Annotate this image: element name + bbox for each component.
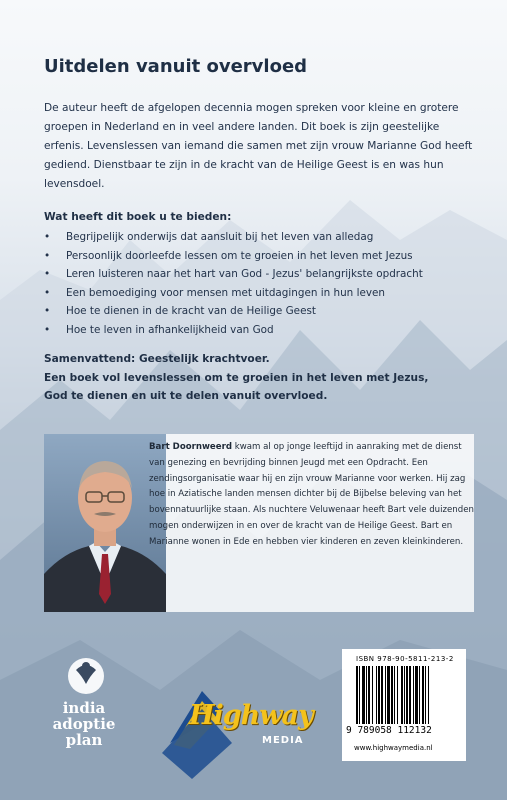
barcode-bar (356, 666, 358, 724)
page-title: Uitdelen vanuit overvloed (44, 56, 308, 77)
list-item: • Een bemoediging voor mensen met uitdagingen in hun leven (44, 284, 484, 303)
barcode-bar (404, 666, 405, 724)
list-item: • Begrijpelijk onderwijs dat aansluit bij het leven van alledag (44, 228, 484, 247)
barcode-bar (413, 666, 414, 724)
highway-logo-word: Highway (189, 700, 313, 731)
barcode-number: 9 789058 112132 (346, 725, 432, 736)
bullet-icon: • (44, 323, 51, 336)
barcode-bar (387, 666, 390, 724)
bullet-icon: • (44, 231, 51, 243)
website-url: www.highwaymedia.nl (354, 744, 433, 752)
barcode-bar (419, 666, 420, 724)
list-item: • Hoe te dienen in de kracht van de Heilige Geest (44, 302, 484, 321)
barcode-bar (409, 666, 411, 724)
author-name: Bart Doornweerd (149, 442, 232, 452)
isbn-text: ISBN 978-90-5811-213-2 (356, 655, 454, 663)
barcode-bar (381, 666, 383, 724)
author-portrait-image (44, 434, 166, 612)
bullet-icon: • (44, 305, 51, 317)
bullet-icon: • (44, 268, 51, 280)
barcode-bar (415, 666, 418, 724)
barcode-bar (376, 666, 377, 724)
author-photo (44, 434, 166, 612)
highway-logo-media: MEDIA (262, 735, 304, 746)
barcode-bar (362, 666, 365, 724)
barcode-bar (368, 666, 370, 724)
offer-heading: Wat heeft dit boek u te bieden: (44, 211, 232, 223)
list-item: • Persoonlijk doorleefde lessen om te groeien in het leven met Jezus (44, 247, 484, 266)
barcode-bar (406, 666, 408, 724)
highway-media-logo-icon (162, 683, 322, 783)
barcode-bar (385, 666, 386, 724)
author-bio-text: Bart Doornweerd kwam al op jonge leeftijd in aanraking met de dienst van genezing en bevrijding binnen Jeugd met een Opdracht. Een zendingsorganisatie waar hij en zijn vrouw Marianne voor werken. Hij zag hoe in Aziatische landen mensen dichter bij de Bijbelse beleving van het bovennatuurlijke staan. Als nuchtere Veluwenaar heeft Bart vele duizenden mogen onderwijzen in en over de kracht van de Heilige Geest. Bart en Marianne wonen in Ede en hebben vier kinderen en zeven kleinkinderen. (149, 442, 474, 547)
india-adoptie-plan-logo-text: india adoptie plan (52, 699, 116, 749)
bullet-icon: • (44, 249, 51, 262)
barcode-bar (397, 666, 398, 724)
barcode-bar (428, 666, 429, 724)
summary-block (44, 350, 484, 406)
summary-line: Samenvattend: Geestelijk krachtvoer. (44, 353, 270, 365)
offer-list (44, 228, 484, 339)
bullet-icon: • (44, 286, 51, 299)
barcode-bar (372, 666, 373, 724)
barcode-bar (391, 666, 393, 724)
barcode-bar (422, 666, 424, 724)
summary-line: God te dienen en uit te delen vanuit overvloed. (44, 390, 328, 402)
barcode-bar (359, 666, 360, 724)
barcode-bar (425, 666, 426, 724)
list-item: • Hoe te leven in afhankelijkheid van God (44, 321, 484, 340)
summary-line: Een boek vol levenslessen om te groeien in het leven met Jezus, (44, 371, 429, 384)
list-item: • Leren luisteren naar het hart van God - Jezus' belangrijkste opdracht (44, 265, 484, 284)
barcode-bar (366, 666, 367, 724)
intro-paragraph: De auteur heeft de afgelopen decennia mogen spreken voor kleine en grotere groepen in Nederland en in veel andere landen. Dit boek is zijn geestelijke erfenis. Levenslessen van iemand die samen met zijn vrouw Marianne God heeft gediend. Dienstbaar te zijn in de kracht van de Heilige Geest is en was hun levensdoel. (44, 102, 473, 190)
barcode-bar (378, 666, 380, 724)
barcode-icon (354, 666, 458, 724)
barcode-bar (394, 666, 395, 724)
barcode-bar (401, 666, 403, 724)
